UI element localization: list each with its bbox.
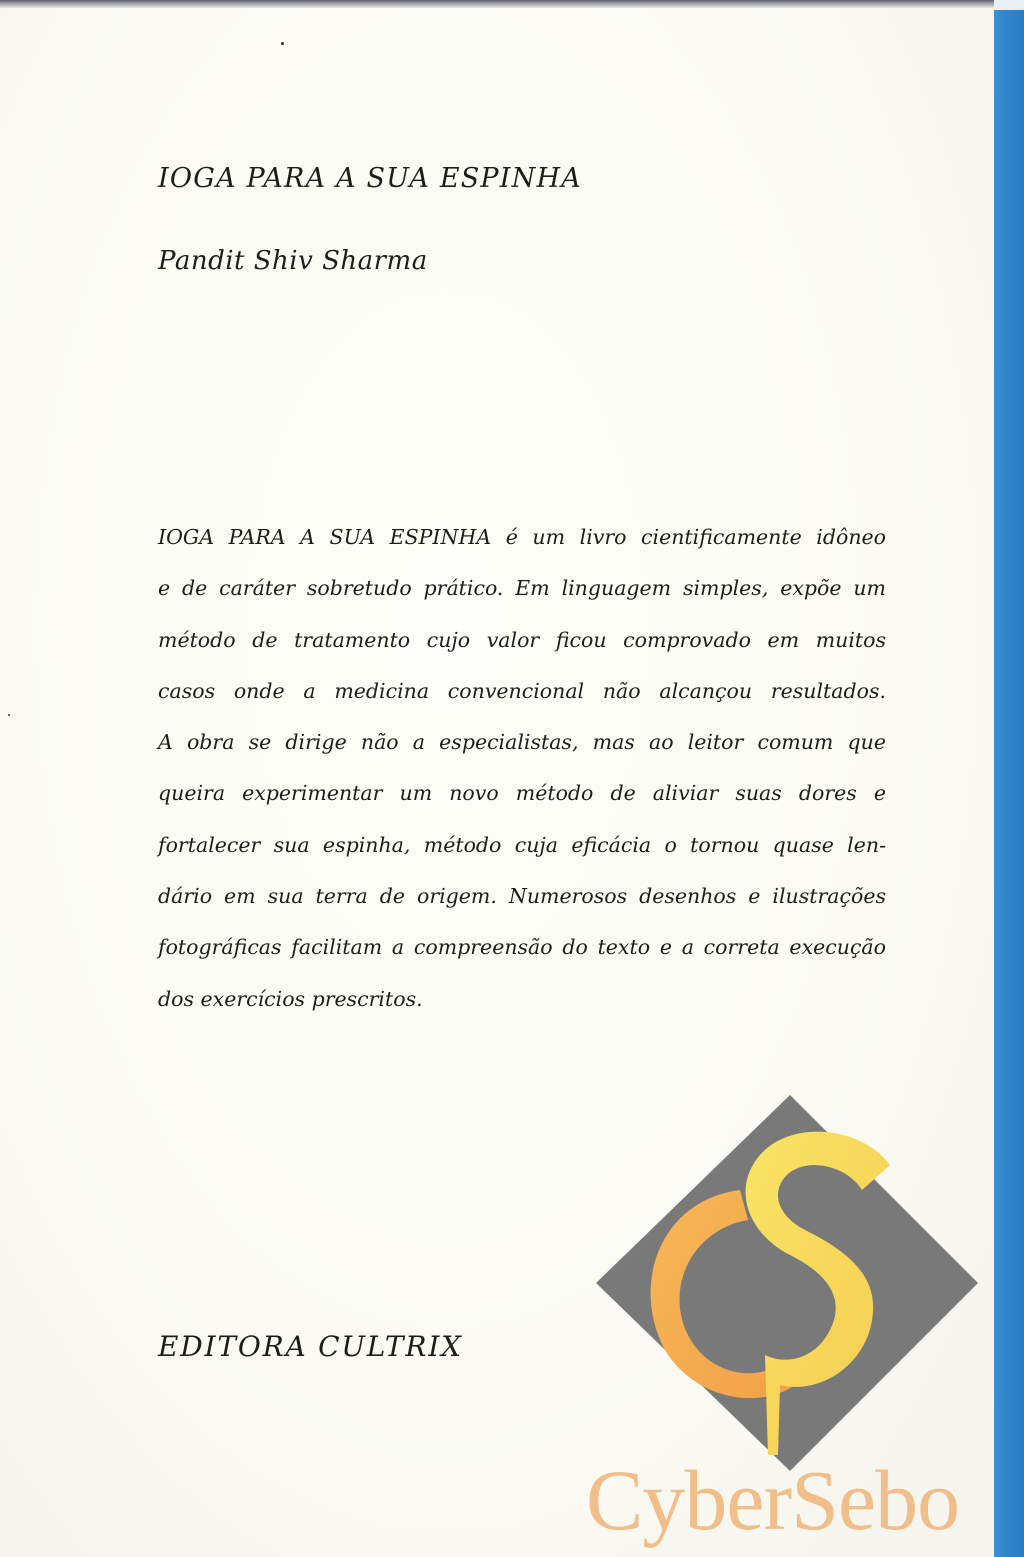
- blurb-line: casos onde a medicina convencional não alcançou resultados.: [158, 678, 886, 703]
- book-title: IOGA PARA A SUA ESPINHA: [158, 163, 582, 194]
- page-top-edge: [0, 0, 1024, 8]
- blurb-line: IOGA PARA A SUA ESPINHA é um livro cientificamente idôneo: [158, 525, 886, 549]
- blurb-line: método de tratamento cujo valor ficou comprovado em muitos: [158, 627, 886, 652]
- blurb-line: A obra se dirige não a especialistas, mas ao leitor comum que: [158, 730, 886, 755]
- blurb-line: queira experimentar um novo método de aliviar suas dores e: [158, 781, 886, 806]
- paper-speck: [8, 714, 10, 716]
- publisher-name: EDITORA CULTRIX: [158, 1330, 463, 1363]
- blurb-line: dos exercícios prescritos.: [158, 986, 423, 1011]
- blurb-line: dário em sua terra de origem. Numerosos desenhos e ilustrações: [158, 884, 886, 909]
- book-author: Pandit Shiv Sharma: [158, 246, 428, 276]
- paper-speck: [281, 42, 284, 45]
- logo-inner-circle: [743, 1288, 807, 1352]
- cybersebo-logo-icon: [590, 1095, 980, 1475]
- blurb-line: e de caráter sobretudo prático. Em linguagem simples, expõe um: [158, 576, 886, 601]
- blue-spine-edge: [994, 10, 1024, 1557]
- book-blurb: [158, 512, 886, 1025]
- cybersebo-watermark: CyberSebo: [586, 1452, 960, 1548]
- blurb-line: fotográficas facilitam a compreensão do texto e a correta execução: [158, 935, 886, 960]
- blurb-line: fortalecer sua espinha, método cuja eficácia o tornou quase len-: [158, 832, 886, 857]
